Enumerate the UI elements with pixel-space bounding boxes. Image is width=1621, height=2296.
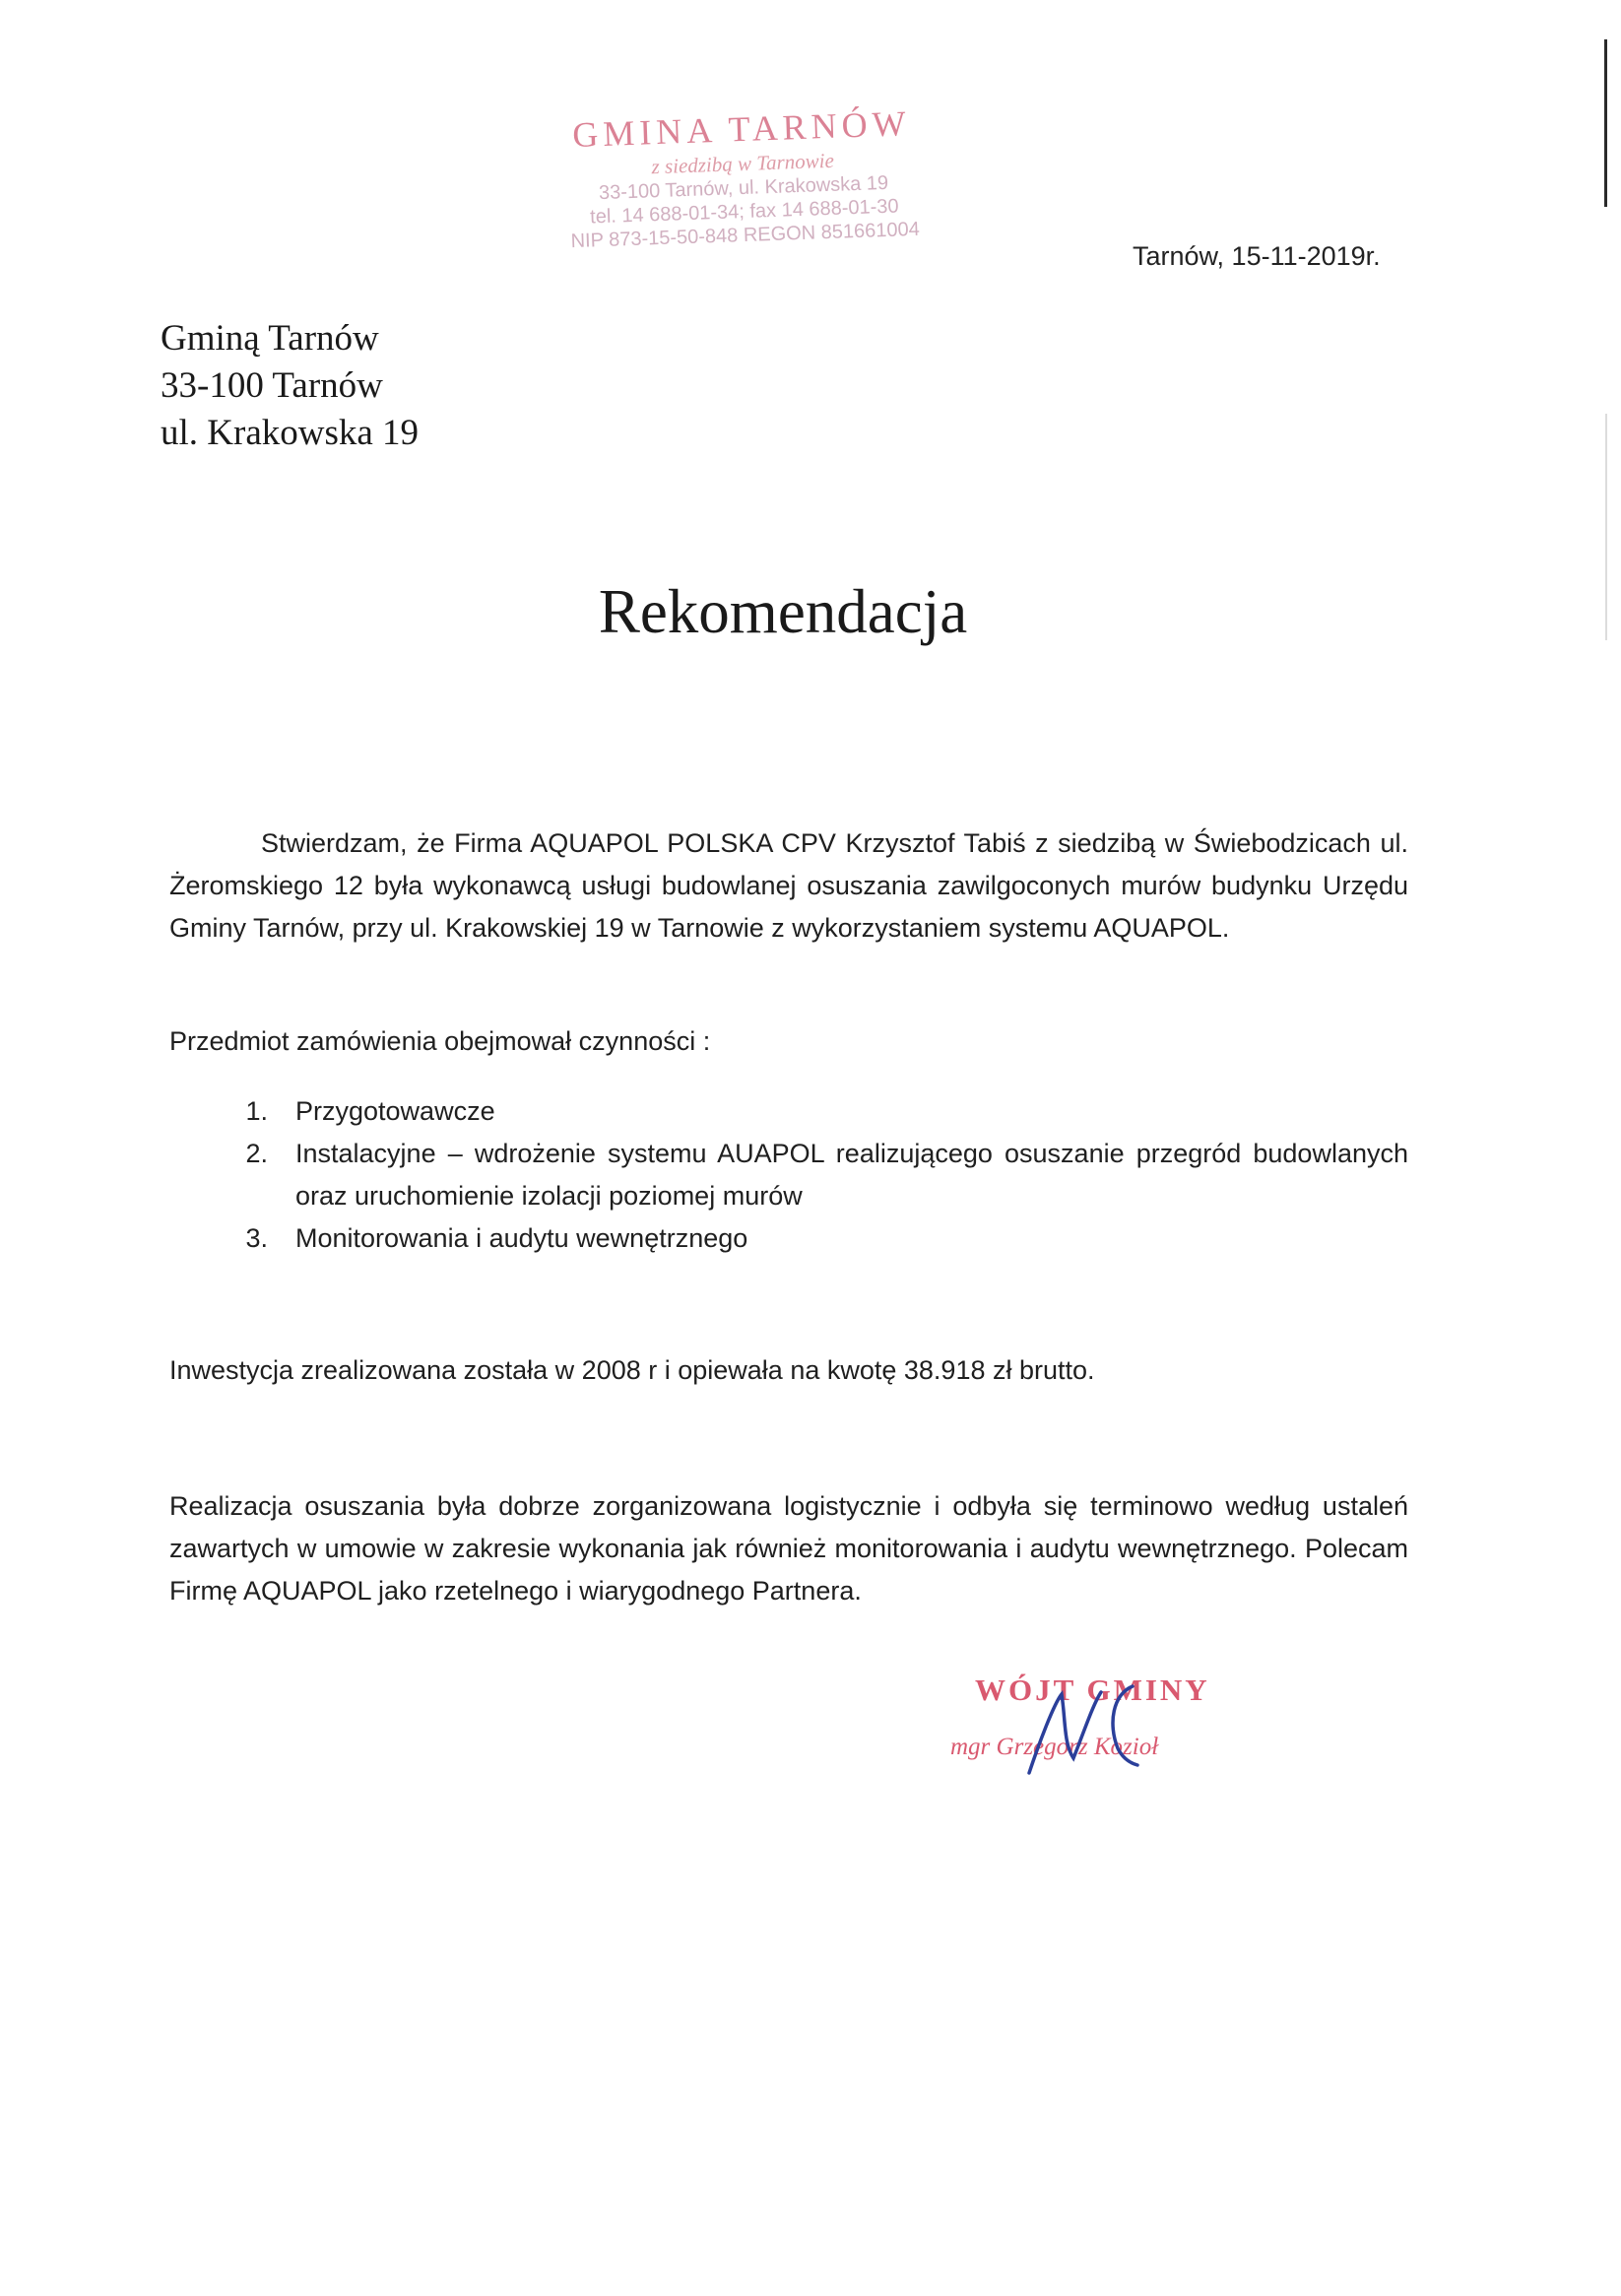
address-line-1: Gminą Tarnów xyxy=(161,318,379,359)
paragraph-4: Realizacja osuszania była dobrze zorganizowana logistycznie i odbyła się terminowo według ustaleń zawartych w umowie w zakresie wykonania jak również monitorowania i audytu wewnętrznego. Polecam Firmę AQUAPOL jako rzetelnego i wiarygodnego Partnera. xyxy=(169,1491,1408,1606)
paragraph-3-block xyxy=(169,1349,1408,1392)
scan-edge-line-faint xyxy=(1605,414,1607,640)
list-item-number: 2. xyxy=(245,1139,268,1168)
municipality-stamp xyxy=(534,101,952,274)
list-item xyxy=(169,1217,1408,1260)
list-item-text: Monitorowania i audytu wewnętrznego xyxy=(295,1223,748,1253)
paragraph-2-block xyxy=(169,1020,1408,1063)
list-item-text: Instalacyjne – wdrożenie systemu AUAPOL realizującego osuszanie przegród budowlanych oraz uruchomienie izolacji poziomej murów xyxy=(295,1139,1408,1211)
sender-address xyxy=(161,315,419,457)
list-item xyxy=(169,1133,1408,1217)
stamp-line-4: tel. 14 688-01-34; fax 14 688-01-30 xyxy=(589,195,899,229)
signature-stamp-role: WÓJT GMINY xyxy=(975,1673,1210,1707)
paragraph-3: Inwestycja zrealizowana została w 2008 r i opiewała na kwotę 38.918 zł brutto. xyxy=(169,1355,1095,1385)
handwritten-signature-icon xyxy=(985,1665,1182,1793)
list-item-number: 1. xyxy=(245,1096,268,1126)
paragraph-2: Przedmiot zamówienia obejmował czynności : xyxy=(169,1026,711,1056)
address-line-3: ul. Krakowska 19 xyxy=(161,413,420,453)
list-item-number: 3. xyxy=(245,1223,268,1253)
paragraph-1-block xyxy=(169,822,1408,950)
address-line-2: 33-100 Tarnów xyxy=(161,365,383,406)
stamp-line-2: z siedzibą w Tarnowie xyxy=(651,148,835,179)
document-date: Tarnów, 15-11-2019r. xyxy=(1133,241,1381,271)
stamp-line-3: 33-100 Tarnów, ul. Krakowska 19 xyxy=(598,171,889,205)
paragraph-4-block xyxy=(169,1485,1408,1612)
signature-block xyxy=(945,1665,1241,1793)
signature-stamp-name: mgr Grzegorz Kozioł xyxy=(950,1734,1159,1760)
paragraph-1: Stwierdzam, że Firma AQUAPOL POLSKA CPV Krzysztof Tabiś z siedzibą w Świebodzicach ul. Żeromskiego 12 była wykonawcą usługi budowlanej osuszania zawilgoconych murów budynku Urzędu Gminy Tarnów, przy ul. Krakowskiej 19 w Tarnowie z wykorzystaniem systemu AQUAPOL. xyxy=(169,828,1408,943)
scope-list xyxy=(169,1090,1408,1260)
list-item-text: Przygotowawcze xyxy=(295,1096,495,1126)
stamp-line-1: GMINA TARNÓW xyxy=(571,103,912,156)
scan-edge-line xyxy=(1604,39,1607,207)
list-item xyxy=(169,1090,1408,1133)
document-title: Rekomendacja xyxy=(598,577,968,646)
stamp-line-5: NIP 873-15-50-848 REGON 851661004 xyxy=(570,218,921,253)
